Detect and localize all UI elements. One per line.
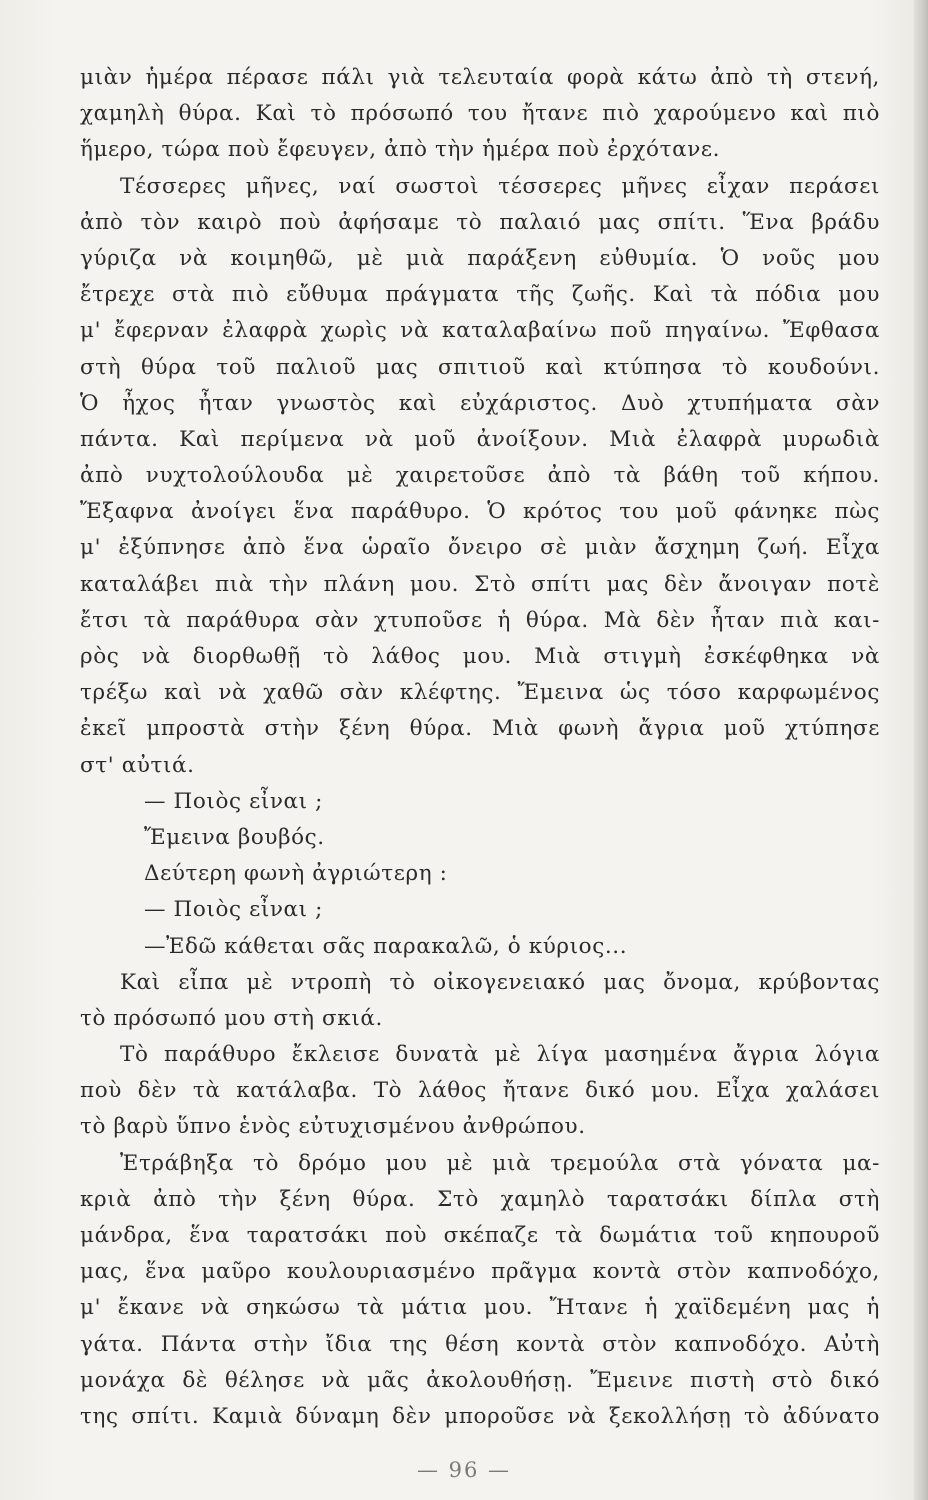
text-line: μ' ἐξύπνησε ἀπὸ ἕνα ὡραῖο ὄνειρο σὲ μιὰν ἄσχημη ζωή. Εἶχα [80,535,880,561]
text-line: Καὶ εἶπα μὲ ντροπὴ τὸ οἰκογενειακό μας ὄνομα, κρύβοντας [120,969,880,995]
body-text [80,60,880,1435]
page-number: — 96 — [416,1458,512,1482]
text-line: μ' ἔφερναν ἐλαφρὰ χωρὶς νὰ καταλαβαίνω ποῦ πηγαίνω. Ἔφθασα [80,318,880,344]
text-line: μιὰν ἡμέρα πέρασε πάλι γιὰ τελευταία φορὰ κάτω ἀπὸ τὴ στενή, [80,65,880,90]
text-line: καταλάβει πιὰ τὴν πλάνη μου. Στὸ σπίτι μας δὲν ἄνοιγαν ποτὲ [80,571,880,597]
text-line: γύριζα νὰ κοιμηθῶ, μὲ μιὰ παράξενη εὐθυμία. Ὁ νοῦς μου [80,245,880,271]
text-line: Ἔξαφνα ἀνοίγει ἕνα παράθυρο. Ὁ κρότος του μοῦ φάνηκε πὼς [80,499,880,525]
text-line: κριὰ ἀπὸ τὴν ξένη θύρα. Στὸ χαμηλὸ ταρατσάκι δίπλα στὴ [80,1186,880,1212]
text-line: μ' ἔκανε νὰ σηκώσω τὰ μάτια μου. Ἤτανε ἡ χαϊδεμένη μας ἡ [80,1295,880,1321]
text-line: μάνδρα, ἕνα ταρατσάκι ποὺ σκέπαζε τὰ δωμάτια τοῦ κηπουροῦ [80,1223,880,1248]
text-line: της σπίτι. Καμιὰ δύναμη δὲν μποροῦσε νὰ ξεκολλήσῃ τὸ ἀδύνατο [80,1403,880,1429]
text-line: στὴ θύρα τοῦ παλιοῦ μας σπιτιοῦ καὶ κτύπησα τὸ κουδούνι. [80,354,880,380]
text-line: μας, ἕνα μαῦρο κουλουριασμένο πρᾶγμα κοντὰ στὸν καπνοδόχο, [80,1259,880,1285]
dialogue-line: Ἔμεινα βουβός. [144,824,325,850]
dialogue-line: — Ποιὸς εἶναι ; [144,897,323,923]
text-line: ποὺ δὲν τὰ κατάλαβα. Τὸ λάθος ἤτανε δικό μου. Εἶχα χαλάσει [80,1078,880,1104]
text-line: ἥμερο, τώρα ποὺ ἔφευγεν, ἀπὸ τὴν ἡμέρα ποὺ ἐρχότανε. [80,137,721,163]
text-line: ἐκεῖ μπροστὰ στὴν ξένη θύρα. Μιὰ φωνὴ ἄγρια μοῦ χτύπησε [80,716,880,742]
text-line: γάτα. Πάντα στὴν ἴδια της θέση κοντὰ στὸν καπνοδόχο. Αὐτὴ [80,1331,880,1357]
text-line: τὸ πρόσωπό μου στὴ σκιά. [80,1005,383,1031]
text-line: ρὸς νὰ διορθωθῇ τὸ λάθος μου. Μιὰ στιγμὴ ἐσκέφθηκα νὰ [80,644,880,669]
dialogue-line: Δεύτερη φωνὴ ἀγριώτερη : [144,861,448,887]
text-line: Τέσσερες μῆνες, ναί σωστοὶ τέσσερες μῆνες εἶχαν περάσει [120,173,880,199]
text-line: Τὸ παράθυρο ἔκλεισε δυνατὰ μὲ λίγα μασημένα ἄγρια λόγια [120,1042,880,1068]
text-line: Ἐτράβηξα τὸ δρόμο μου μὲ μιὰ τρεμούλα στὰ γόνατα μα- [120,1150,880,1176]
text-line: ἀπὸ τὸν καιρὸ ποὺ ἀφήσαμε τὸ παλαιό μας σπίτι. Ἕνα βράδυ [80,209,880,235]
dialogue-line: — Ποιὸς εἶναι ; [144,788,323,814]
text-line: ἀπὸ νυχτολούλουδα μὲ χαιρετοῦσε ἀπὸ τὰ βάθη τοῦ κήπου. [80,463,880,489]
text-line: στ' αὐτιά. [80,752,195,778]
text-line: μονάχα δὲ θέλησε νὰ μᾶς ἀκολουθήσῃ. Ἔμεινε πιστὴ στὸ δικό [80,1367,880,1393]
text-line: ἔτσι τὰ παράθυρα σὰν χτυποῦσε ἡ θύρα. Μὰ δὲν ἦταν πιὰ και- [80,607,880,633]
dialogue-line: —Ἐδῶ κάθεται σᾶς παρακαλῶ, ὁ κύριος... [144,933,628,959]
text-line: πάντα. Καὶ περίμενα νὰ μοῦ ἀνοίξουν. Μιὰ ἐλαφρὰ μυρωδιὰ [80,426,880,452]
text-line: τρέξω καὶ νὰ χαθῶ σὰν κλέφτης. Ἔμεινα ὡς τόσο καρφωμένος [80,680,880,706]
page-edge [914,0,928,1500]
text-line: χαμηλὴ θύρα. Καὶ τὸ πρόσωπό του ἤτανε πιὸ χαρούμενο καὶ πιὸ [80,101,880,127]
text-line: τὸ βαρὺ ὕπνο ἑνὸς εὐτυχισμένου ἀνθρώπου. [80,1114,586,1140]
text-line: Ὁ ἦχος ἦταν γνωστὸς καὶ εὐχάριστος. Δυὸ χτυπήματα σὰν [80,390,880,416]
text-line: ἔτρεχε στὰ πιὸ εὔθυμα πράγματα τῆς ζωῆς. Καὶ τὰ πόδια μου [80,282,880,308]
